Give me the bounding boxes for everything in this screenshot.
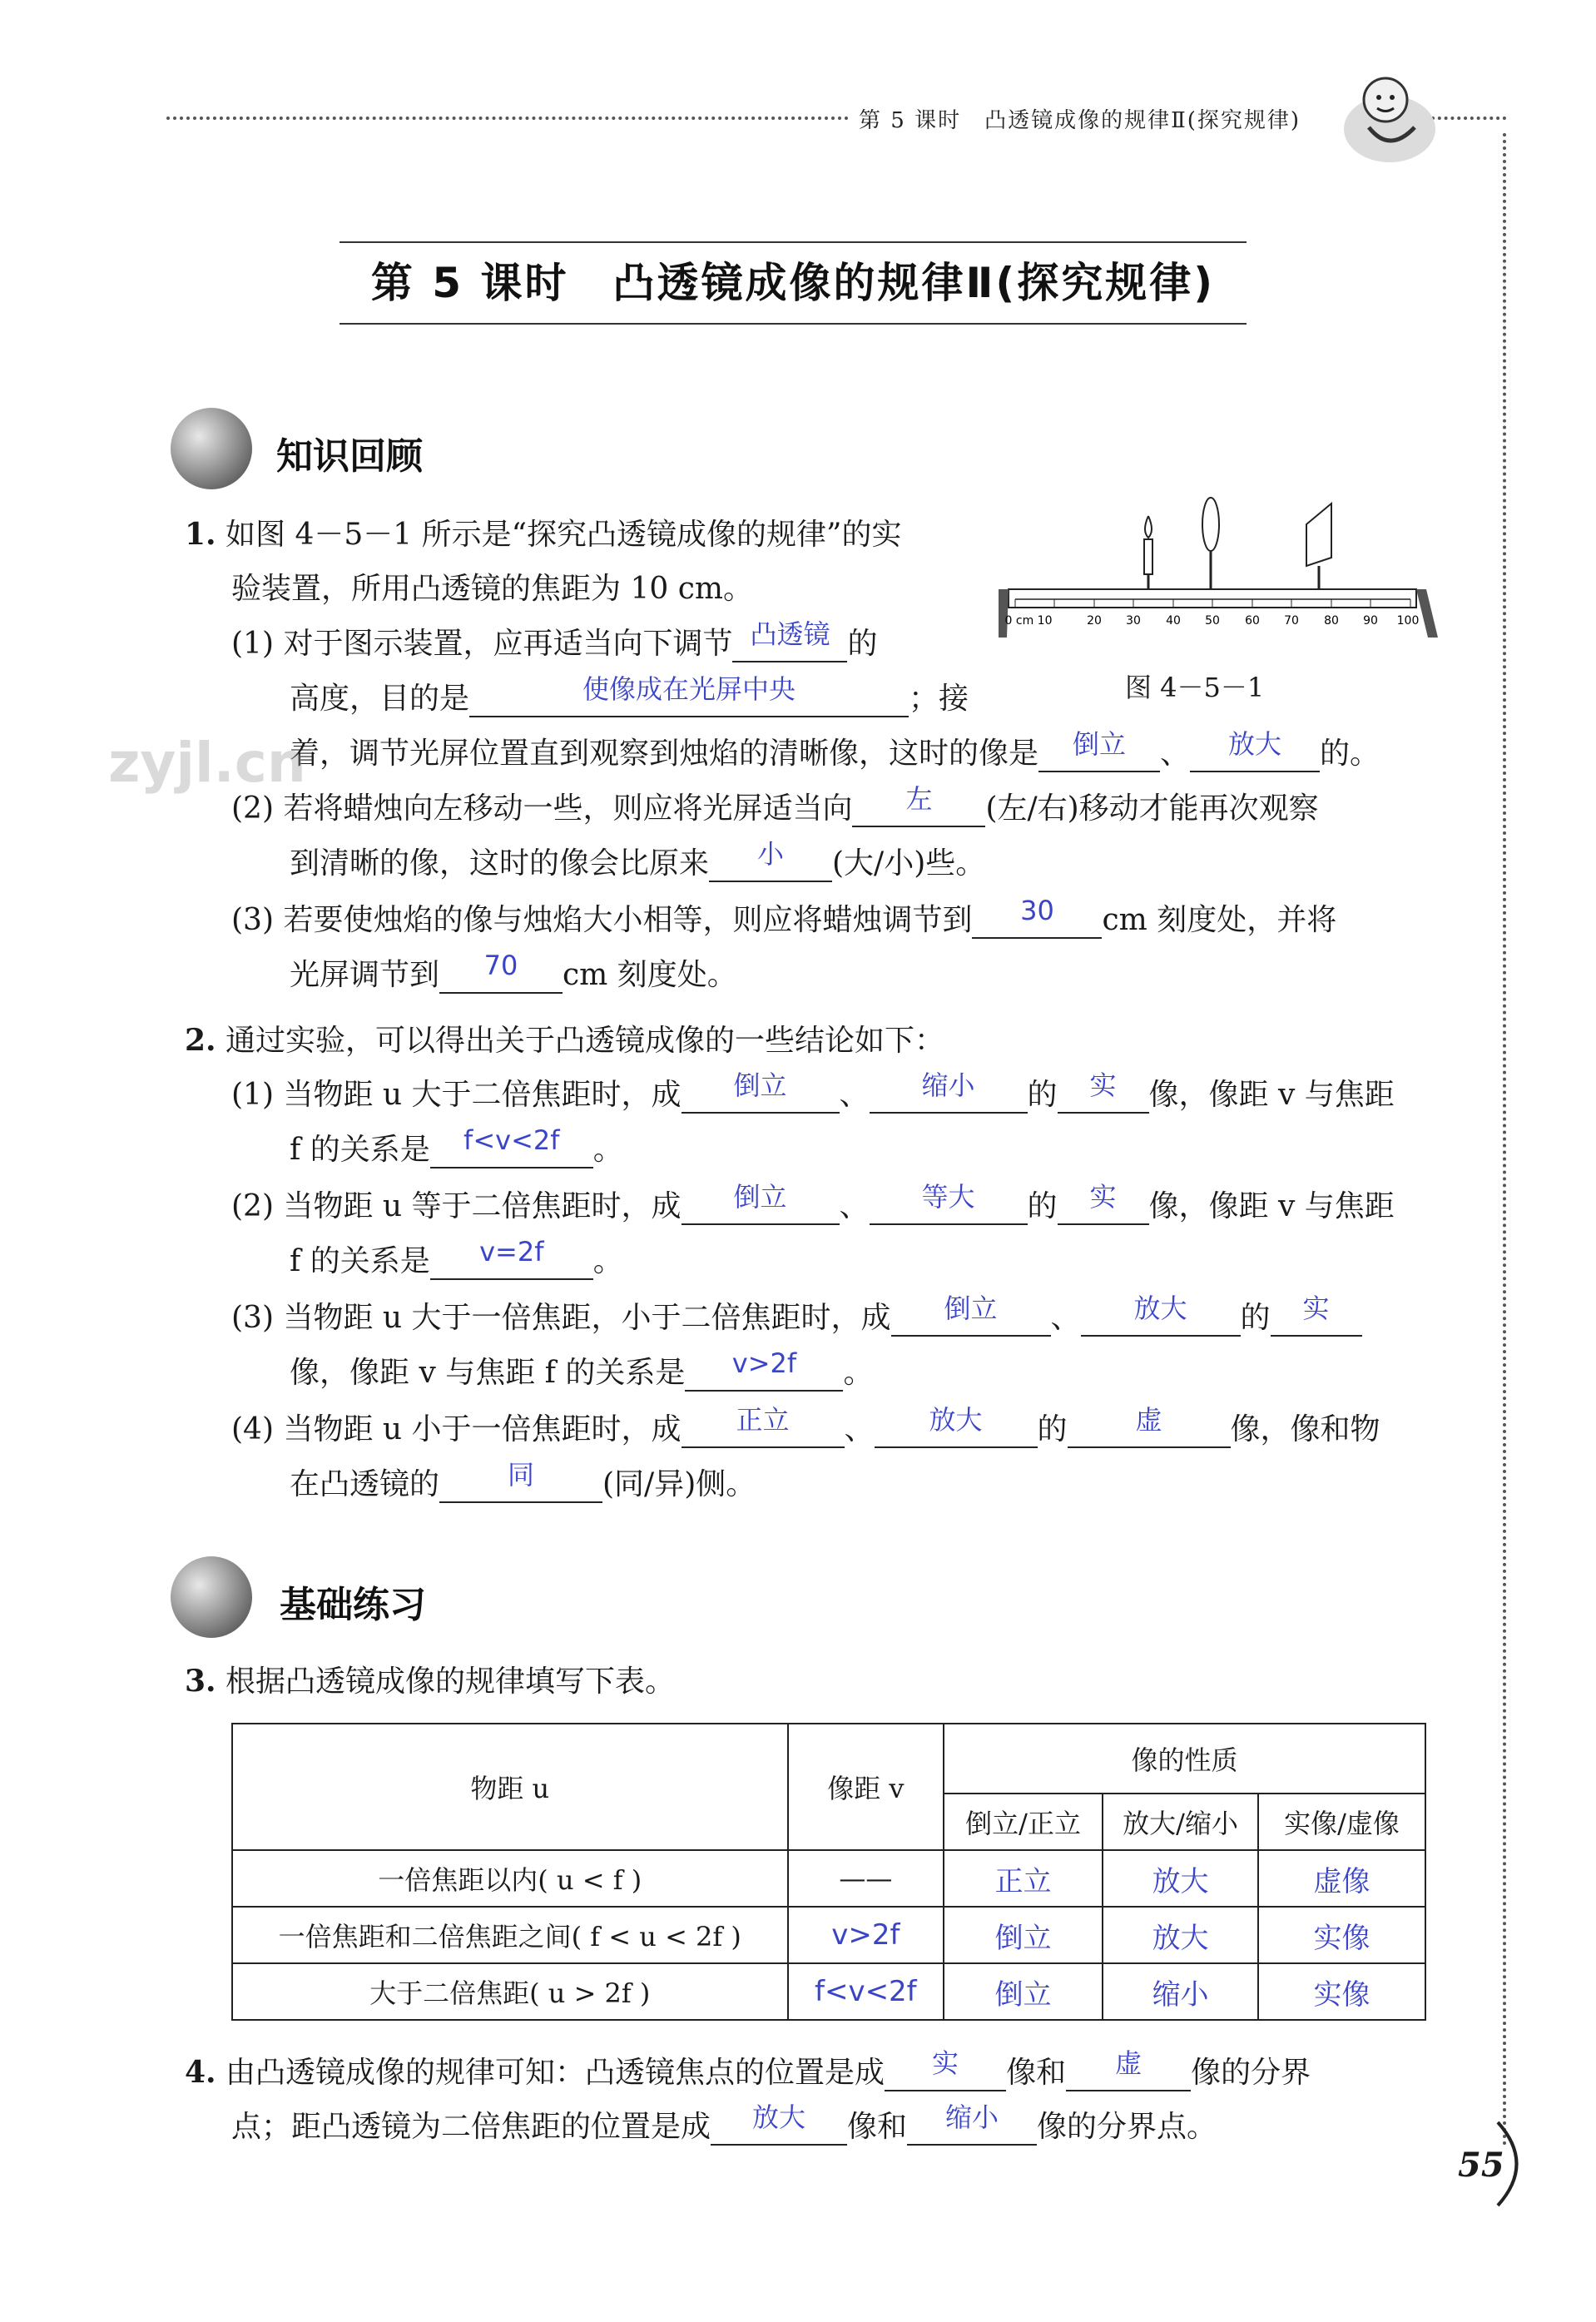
watermark-text: zyjl.cn [108, 731, 306, 795]
table-row [232, 1907, 1425, 1963]
header-image-nature: 像的性质 [944, 1724, 1425, 1794]
cell-orientation[interactable]: 倒立 [944, 1907, 1103, 1963]
answer-blank[interactable]: 30 [972, 904, 1102, 939]
q2-part1-line2: f 的关系是 f<v<2f 。 [290, 1124, 623, 1167]
cell-size[interactable]: 放大 [1103, 1850, 1258, 1907]
ruler-tick-label: 20 [1087, 614, 1102, 628]
cell-image-distance: —— [788, 1850, 944, 1907]
q2-part3-line2: 像，像距 v 与焦距 f 的关系是 v>2f 。 [290, 1347, 874, 1390]
answer-blank[interactable]: f<v<2f [430, 1134, 593, 1168]
answer-blank[interactable]: 放大 [1081, 1302, 1241, 1337]
q1-part1-line1: (1) 对于图示装置，应再适当向下调节 凸透镜 的 [231, 618, 878, 661]
cell-real-virtual[interactable]: 实像 [1258, 1963, 1425, 2020]
optical-bench-figure [999, 491, 1440, 657]
ruler-tick-label: 50 [1205, 614, 1220, 628]
running-header: 第 5 课时 凸透镜成像的规律Ⅱ(探究规律) [859, 108, 1301, 133]
q2-part3-line1: (3) 当物距 u 大于一倍焦距，小于二倍焦距时，成 倒立 、 放大 的 实 [231, 1300, 1362, 1337]
header-real-virtual: 实像/虚像 [1258, 1794, 1425, 1850]
figure-caption: 图 4－5－1 [1125, 672, 1265, 703]
answer-blank[interactable]: 倒立 [682, 1190, 840, 1225]
header-object-distance: 物距 u [232, 1724, 788, 1850]
q4-line2: 点；距凸透镜为二倍焦距的位置是成 放大 像和 缩小 像的分界点。 [231, 2101, 1217, 2144]
section-title-practice: 基础练习 [280, 1584, 426, 1626]
table-row [232, 1963, 1425, 2020]
q1-part3-line1: (3) 若要使烛焰的像与烛焰大小相等，则应将蜡烛调节到 30 cm 刻度处，并将 [231, 895, 1337, 937]
cell-object-distance: 一倍焦距和二倍焦距之间( f < u < 2f ) [232, 1907, 788, 1963]
mascot-icon [1336, 62, 1444, 171]
section-title-review: 知识回顾 [276, 435, 423, 478]
q1-part2-line2: 到清晰的像，这时的像会比原来 小 (大/小)些。 [290, 838, 986, 881]
page-number: 55 [1458, 2146, 1504, 2185]
table-row [232, 1850, 1425, 1907]
header-image-distance: 像距 v [788, 1724, 944, 1850]
q1-part1-line3: 着，调节光屏位置直到观察到烛焰的清晰像，这时的像是 倒立 、 放大 的。 [290, 728, 1380, 771]
answer-blank[interactable]: 缩小 [870, 1079, 1028, 1114]
answer-blank[interactable]: 倒立 [891, 1302, 1051, 1337]
q2-part2-line1: (2) 当物距 u 等于二倍焦距时，成 倒立 、 等大 的 实 像，像距 v 与焦距 [231, 1181, 1395, 1223]
answer-blank[interactable]: 70 [439, 959, 563, 994]
answer-blank[interactable]: 实 [1058, 1079, 1149, 1114]
ruler-tick-label: 60 [1245, 614, 1260, 628]
header-size: 放大/缩小 [1103, 1794, 1258, 1850]
cell-image-distance[interactable]: f<v<2f [788, 1963, 944, 2020]
answer-blank[interactable]: 虚 [1068, 1413, 1231, 1448]
answer-blank[interactable]: 放大 [711, 2111, 847, 2146]
answer-blank[interactable]: 倒立 [1038, 737, 1160, 772]
cell-size[interactable]: 放大 [1103, 1907, 1258, 1963]
answer-blank[interactable]: 实 [1058, 1190, 1149, 1225]
cell-orientation[interactable]: 倒立 [944, 1963, 1103, 2020]
ruler-tick-label: 100 [1396, 614, 1420, 628]
answer-blank[interactable]: 放大 [875, 1413, 1038, 1448]
q1-part1-line2: 高度，目的是 使像成在光屏中央 ；接 [290, 673, 969, 716]
answer-blank[interactable]: 左 [852, 792, 985, 827]
cell-real-virtual[interactable]: 虚像 [1258, 1850, 1425, 1907]
lesson-title: 第 5 课时 凸透镜成像的规律Ⅱ(探究规律) [370, 259, 1216, 307]
globe-icon [171, 1556, 252, 1638]
ruler-tick-label: 40 [1166, 614, 1181, 628]
margin-dotted-rule [1503, 133, 1506, 2147]
cell-orientation[interactable]: 正立 [944, 1850, 1103, 1907]
answer-blank[interactable]: v>2f [685, 1357, 843, 1392]
q2-stem: 2. 通过实验，可以得出关于凸透镜成像的一些结论如下： [185, 1023, 945, 1058]
cell-image-distance[interactable]: v>2f [788, 1907, 944, 1963]
answer-blank[interactable]: 虚 [1066, 2057, 1191, 2091]
q2-part2-line2: f 的关系是 v=2f 。 [290, 1236, 623, 1278]
imaging-rules-table [231, 1723, 1426, 2021]
ruler-tick-label: 30 [1126, 614, 1141, 628]
cell-size[interactable]: 缩小 [1103, 1963, 1258, 2020]
answer-blank[interactable]: 缩小 [907, 2111, 1037, 2146]
answer-blank[interactable]: 同 [439, 1468, 602, 1503]
answer-blank[interactable]: 倒立 [682, 1079, 840, 1114]
answer-blank[interactable]: 小 [709, 847, 832, 882]
ruler-tick-label: 80 [1324, 614, 1339, 628]
ruler-tick-label: 90 [1363, 614, 1378, 628]
answer-blank[interactable]: 凸透镜 [732, 628, 847, 662]
q2-part4-line1: (4) 当物距 u 小于一倍焦距时，成 正立 、 放大 的 虚 像，像和物 [231, 1404, 1380, 1446]
q3-stem: 3. 根据凸透镜成像的规律填写下表。 [185, 1664, 676, 1699]
ruler-tick-label: 70 [1284, 614, 1299, 628]
q1-stem-2: 验装置，所用凸透镜的焦距为 10 cm。 [231, 572, 753, 606]
q1-stem-1: 1. 如图 4－5－1 所示是“探究凸透镜成像的规律”的实 [185, 517, 902, 552]
q4-line1: 4. 由凸透镜成像的规律可知：凸透镜焦点的位置是成 实 像和 虚 像的分界 [185, 2047, 1311, 2090]
answer-blank[interactable]: 正立 [682, 1413, 845, 1448]
cell-object-distance: 一倍焦距以内( u < f ) [232, 1850, 788, 1907]
answer-blank[interactable]: 使像成在光屏中央 [469, 682, 909, 717]
q1-part3-line2: 光屏调节到 70 cm 刻度处。 [290, 950, 737, 992]
ruler-tick-label: 0 cm 10 [1004, 614, 1053, 628]
globe-icon [171, 408, 252, 489]
q2-part4-line2: 在凸透镜的 同 (同/异)侧。 [290, 1459, 756, 1501]
header-orientation: 倒立/正立 [944, 1794, 1103, 1850]
cell-real-virtual[interactable]: 实像 [1258, 1907, 1425, 1963]
answer-blank[interactable]: 实 [885, 2057, 1006, 2091]
header-dotted-rule [166, 117, 849, 120]
answer-blank[interactable]: 等大 [870, 1190, 1028, 1225]
lesson-title-box [340, 241, 1247, 325]
cell-object-distance: 大于二倍焦距( u > 2f ) [232, 1963, 788, 2020]
answer-blank[interactable]: 实 [1271, 1302, 1362, 1337]
q2-part1-line1: (1) 当物距 u 大于二倍焦距时，成 倒立 、 缩小 的 实 像，像距 v 与焦距 [231, 1069, 1395, 1112]
answer-blank[interactable]: v=2f [430, 1245, 593, 1280]
q1-part2-line1: (2) 若将蜡烛向左移动一些，则应将光屏适当向 左 (左/右)移动才能再次观察 [231, 783, 1319, 826]
answer-blank[interactable]: 放大 [1190, 737, 1320, 772]
